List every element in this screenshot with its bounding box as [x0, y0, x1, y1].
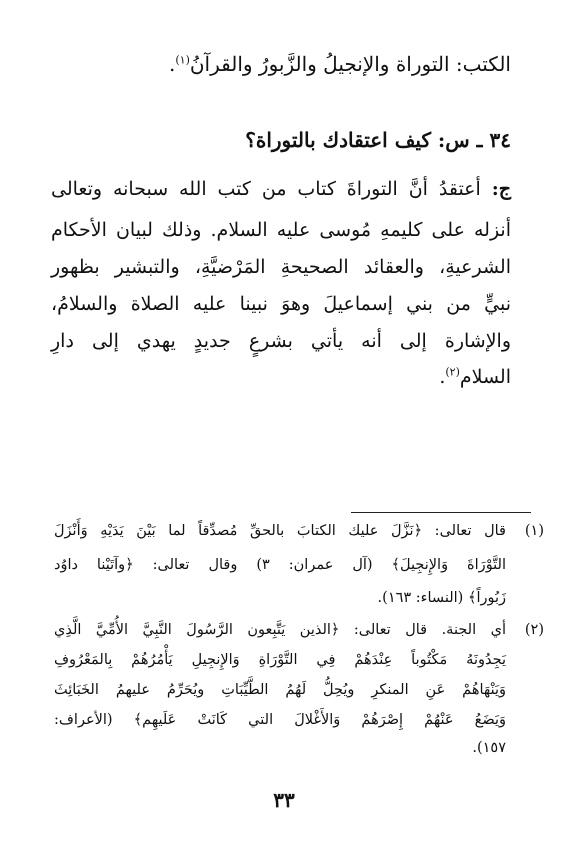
- footnote-1-line-2: التَّوْرَاةَ وَالإِنجِيلَ﴾ (آل عمران: ٣) وقال تعالى: ﴿وآتَيْنا داوُد: [54, 557, 507, 573]
- footnote-ref-1: (١): [175, 53, 190, 67]
- answer-line-6: [51, 366, 511, 388]
- footnote-1-line-1: قال تعالى: ﴿نَزَّلَ عليك الكتابَ بالحقِّ مُصدِّقاً لما بَيْنَ يَدَيْهِ وَأَنْزَلَ: [54, 523, 506, 539]
- books-line-text: الكتب: التوراة والإنجيلُ والزَّبورُ والقرآنُ: [189, 52, 511, 76]
- answer-line-2: أنزله على كليمهِ مُوسى عليه السلام. وذلك لبيان الأحكام: [51, 219, 511, 241]
- answer-line-5: والإشارة إلى أنه يأتي بشرعٍ جديدٍ يهدي إلى دارِ: [51, 330, 511, 352]
- footnote-2-line-2: يَجِدُونَهُ مَكْتُوباً عِنْدَهُمْ فِي التَّوْرَاةِ وَالإِنجِيلِ يَأْمُرُهُمْ بِالمَعْرُوفِ: [54, 652, 506, 668]
- footnote-2-line-5: ١٥٧).: [472, 740, 506, 756]
- answer-line-4: نبيٍّ من بني إسماعيلَ وهوَ نبينا عليه الصلاة والسلامُ،: [51, 293, 511, 315]
- books-line-end: .: [168, 52, 176, 76]
- footnote-separator: [351, 512, 531, 513]
- answer-line-1: [51, 178, 511, 200]
- answer-line-1-text: أعتقدُ أنَّ التوراةَ كتاب من كتب الله سبحانه وتعالى: [51, 178, 481, 200]
- footnote-2-line-4: وَيَضَعُ عَنْهُمْ إِصْرَهُمْ وَالأَغْلالَ التي كَانَتْ عَلَيهِم﴾ (الأعراف:: [54, 712, 506, 728]
- answer-line-3: الشرعيةِ، والعقائد الصحيحةِ المَرْضيَّةِ، والتبشير بظهور: [51, 256, 511, 278]
- footnote-ref-2: (٢): [445, 365, 460, 379]
- answer-last-end: .: [439, 366, 446, 388]
- footnote-2-line-1: أي الجنة. قال تعالى: ﴿الذين يَتَّبِعون الرَّسُولَ النَّبِيَّ الأُمِّيَّ الَّذِي: [54, 622, 506, 638]
- question-heading: ٣٤ ـ س: كيف اعتقادك بالتوراة؟: [245, 128, 511, 152]
- footnote-2-number: (٢): [524, 622, 544, 638]
- footnote-1-number: (١): [524, 523, 544, 539]
- footnote-2-line-3: وَيَنْهَاهُمْ عَنِ المنكرِ ويُحِلُّ لَهُمُ الطَّيِّبَاتِ ويُحَرِّمُ عليهمُ الخَبَائِثَ: [54, 682, 506, 698]
- books-line: [51, 52, 511, 76]
- footnote-1-line-3: زَبُوراً﴾ (النساء: ١٦٣).: [377, 590, 506, 606]
- answer-prefix: ج:: [491, 178, 511, 200]
- page-number: ٣٣: [273, 788, 295, 812]
- answer-last-text: السلام: [459, 366, 511, 388]
